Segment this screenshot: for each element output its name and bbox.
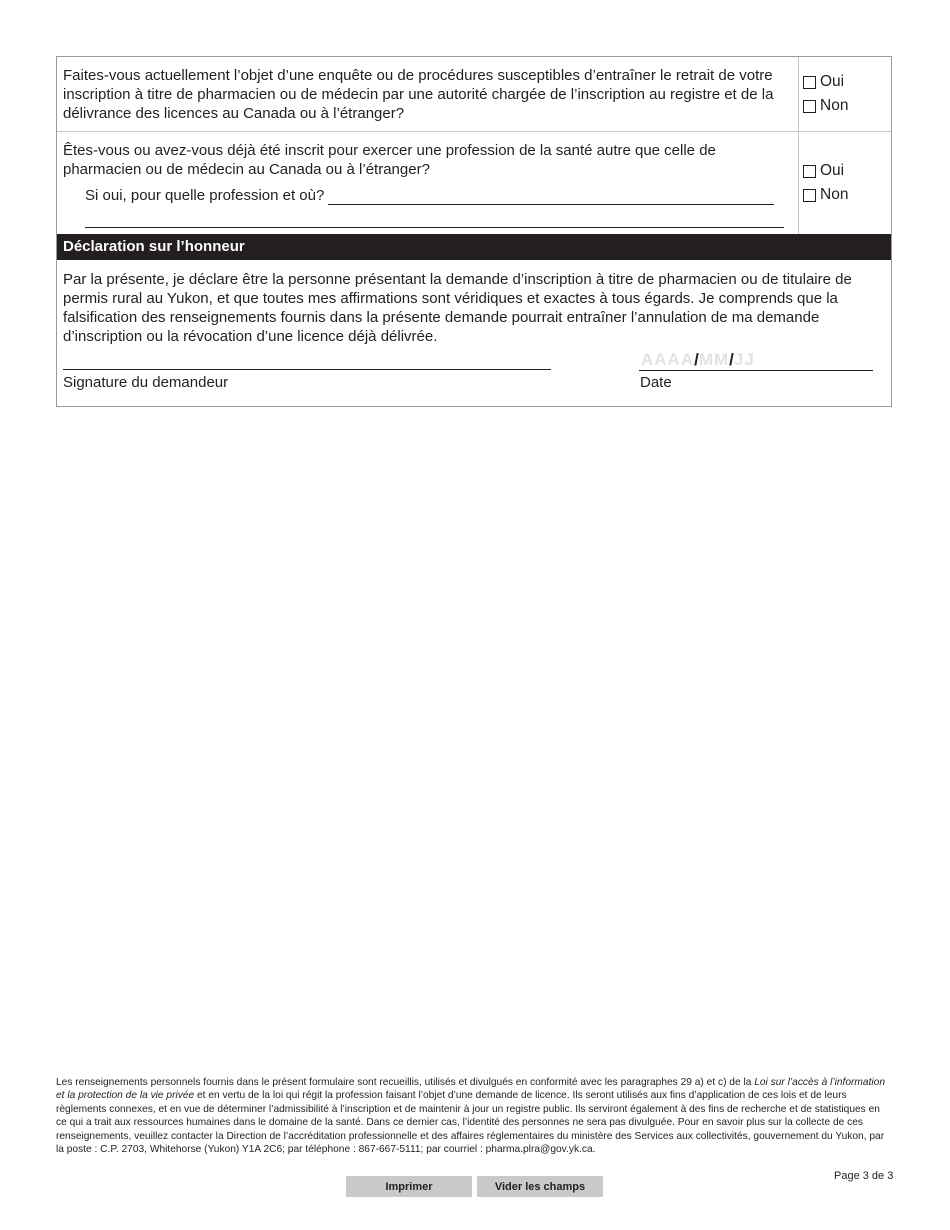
investigation-no-label: Non [820,97,849,114]
investigation-no-option[interactable] [803,94,891,118]
print-button[interactable]: Imprimer [346,1176,472,1197]
privacy-text-part1: Les renseignements personnels fournis dans le présent formulaire sont recueillis, utilisés et divulgués en conformité avec les paragraphes 29 a) et c) de la [56,1077,755,1088]
declaration-header: Déclaration sur l’honneur [57,234,891,260]
signature-field[interactable] [63,369,551,370]
investigation-yes-label: Oui [820,73,845,90]
date-field[interactable] [639,350,873,371]
date-day-placeholder: JJ [733,350,755,369]
signature-date-row [57,346,891,406]
question-other-profession-block [57,132,799,234]
profession-subquestion [85,186,788,205]
date-label: Date [640,374,672,391]
other-profession-no-option[interactable] [803,183,891,207]
question-investigation-text: Faites-vous actuellement l’objet d’une enquête ou de procédures susceptibles d’entraîner le retrait de votre inscription à titre de pharmacien ou de médecin par une autorité chargée de l’inscription au registre et de la délivrance des licences au Canada ou à l’étranger? [57,57,799,131]
investigation-yes-checkbox[interactable] [803,76,816,89]
signature-label: Signature du demandeur [63,374,229,391]
question-other-profession-options [799,132,891,234]
date-separator-2: / [729,350,734,369]
other-profession-no-checkbox[interactable] [803,189,816,202]
privacy-text-part2: et en vertu de la loi qui régit la profession faisant l’objet d’une demande de licence. Ils seront utilisés aux fins d’application de ces lois et de leurs règlements connexes, et en vue de déterminer l’admissibilité à l’inscription et de maintenir à jour un registre public. Ils serviront également à des fins de recherche et de statistiques en ce qui a trait aux ressources humaines dans le domaine de la santé. Dans ce dernier cas, l’identité des personnes ne sera pas divulguée. Pour en savoir plus sur la collecte de ces renseignements, veuillez contacter la Direction de l’accréditation professionnelle et des affaires réglementaires du ministère des Services aux collectivités, gouvernement du Yukon, par la poste : C.P. 2703, Whitehorse (Yukon) Y1A 2C6; par téléphone : 867-667-5111; par courriel : pharma.plra@gov.yk.ca. [56,1090,885,1156]
question-investigation-options [799,57,891,131]
date-month-placeholder: MM [698,350,730,369]
other-profession-yes-label: Oui [820,162,845,179]
investigation-yes-option[interactable] [803,70,891,94]
other-profession-no-label: Non [820,186,849,203]
page-number: Page 3 de 3 [834,1170,894,1182]
declaration-text: Par la présente, je déclare être la personne présentant la demande d’inscription à titre de pharmacien ou de titulaire de permis rural au Yukon, et que toutes mes affirmations sont véridiques et exactes à tous égards. Je comprends que la falsification des renseignements fournis dans la présente demande pourrait entraîner l’annulation de ma demande d’inscription ou la révocation d’une licence déjà délivrée. [63,271,852,345]
privacy-law-title: Loi sur l’accès à l’information et la protection de la vie privée [56,1077,886,1102]
question-investigation-row [57,57,891,132]
privacy-notice [56,1076,892,1156]
other-profession-yes-checkbox[interactable] [803,165,816,178]
other-profession-yes-option[interactable] [803,159,891,183]
date-year-placeholder: AAAA [641,350,695,369]
profession-input-line-2[interactable] [85,205,784,228]
profession-input-line-1[interactable] [328,189,774,205]
investigation-no-checkbox[interactable] [803,100,816,113]
question-other-profession-row [57,132,891,234]
clear-fields-button[interactable]: Vider les champs [477,1176,603,1197]
date-separator-1: / [694,350,699,369]
question-other-profession-text: Êtes-vous ou avez-vous déjà été inscrit pour exercer une profession de la santé autre que celle de pharmacien ou de médecin au Canada ou à l’étranger? [63,142,716,178]
declaration-form [56,56,892,407]
profession-subquestion-label: Si oui, pour quelle profession et où? [85,187,325,204]
